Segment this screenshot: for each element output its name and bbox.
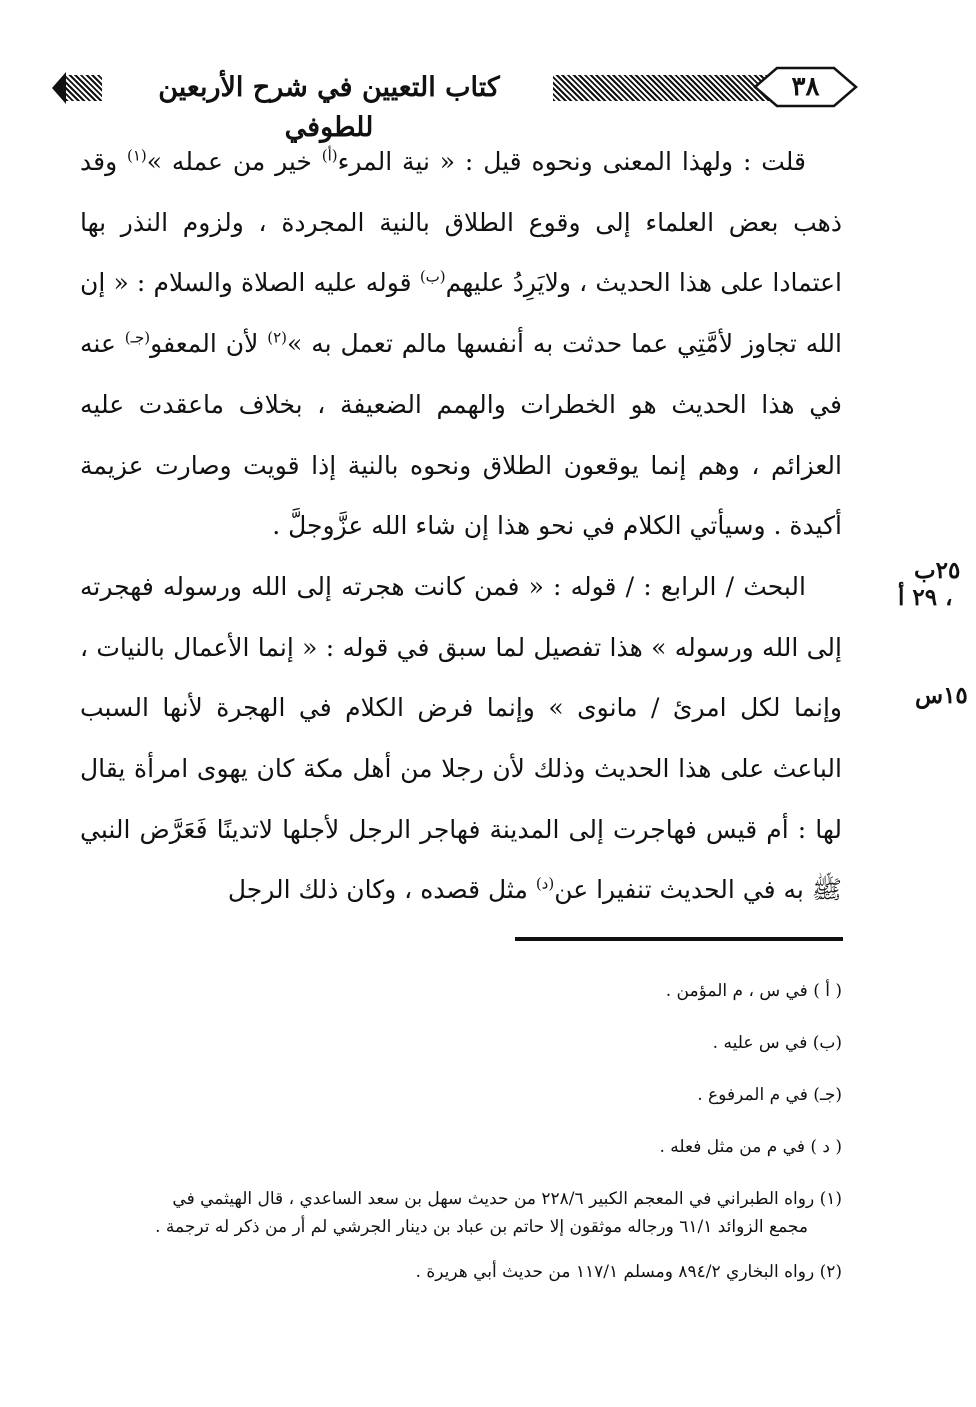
footnote-1-line-2: مجمع الزوائد ٦١/١ ورجاله موثقون إلا حاتم بن عباد بن دينار الجرشي لم أر من ذكر له ترجمة . <box>155 1217 808 1237</box>
page-header <box>48 58 928 143</box>
paragraph-2: البحث / الرابع : / قوله : « فمن كانت هجرته إلى الله ورسوله فهجرته إلى الله ورسوله » هذا تفصيل لما سبق في قوله : « إنما الأعمال بالنيات ، وإنما لكل امرئ / مانوى » وإنما فرض الكلام في الهجرة لأنها السبب الباعث على هذا الحديث وذلك لأن رجلا من أهل مكة كان يهوى امرأة يقال لها : أم قيس فهاجرت إلى المدينة فهاجر الرجل لأجلها لاتدينًا فَعَرَّض النبي ﷺ به في الحديث تنفيرا عن$^{(د)}$ مثل قصده ، وكان ذلك الرجل <box>80 571 842 905</box>
footnote-marker-d: (د) <box>535 875 555 894</box>
paragraph-1: قلت : ولهذا المعنى ونحوه قيل : « نية المرء$^{(أ)}$ خير من عمله »$^{(١)}$ وقد ذهب بعض العلماء إلى وقوع الطلاق بالنية المجردة ، ولزوم النذر بها اعتمادا على هذا الحديث ، ولايَرِدُ عليهم$^{(ب)}$ قوله عليه الصلاة والسلام : « إن الله تجاوز لأمَّتِي عما حدثت به أنفسها مالم تعمل به »$^{(٢)}$ لأن المعفو$^{(جـ)}$ عنه في هذا الحديث هو الخطرات والهمم الضعيفة ، بخلاف ماعقدت عليه العزائم ، وهم إنما يوقعون الطلاق ونحوه بالنية إذا قويت وصارت عزيمة أكيدة . وسيأتي الكلام في نحو هذا إن شاء الله عزَّوجلَّ . <box>80 146 842 541</box>
footnote-2: (٢) رواه البخاري ٨٩٤/٢ ومسلم ١١٧/١ من حديث أبي هريرة . <box>415 1262 842 1282</box>
footnote-1 <box>80 1185 842 1241</box>
page-number: ٣٨ <box>791 72 820 102</box>
margin-note-folio-29a: ، ٢٩ أ <box>898 584 953 611</box>
footnote-d: ( د ) في م من مثل فعله . <box>659 1137 842 1157</box>
footnote-marker-b: (ب) <box>419 268 446 287</box>
header-left-bracket <box>52 72 66 104</box>
footnote-marker-a: (أ) <box>321 146 338 165</box>
header-left-ornament <box>66 75 102 101</box>
footnote-divider <box>515 937 843 941</box>
footnote-c: (جـ) في م المرفوع . <box>697 1085 842 1105</box>
page-number-badge <box>753 65 858 109</box>
footnote-marker-1: (١) <box>127 146 147 165</box>
main-text <box>80 132 842 921</box>
margin-note-folio-15s: ١٥س <box>915 682 968 709</box>
footnote-1-line-1: (١) رواه الطبراني في المعجم الكبير ٢٢٨/٦ من حديث سهل بن سعد الساعدي ، قال الهيثمي في <box>172 1189 842 1209</box>
book-title: كتاب التعيين في شرح الأربعين للطوفي <box>158 72 500 143</box>
margin-note-folio-25b: ٢٥ب <box>914 557 961 584</box>
header-right-ornament <box>553 75 783 101</box>
footnote-b: (ب) في س عليه . <box>712 1033 842 1053</box>
footnote-marker-c: (جـ) <box>124 328 151 347</box>
footnote-a: ( أ ) في س ، م المؤمن . <box>665 981 842 1001</box>
footnotes <box>80 977 842 1310</box>
footnote-marker-2: (٢) <box>267 328 288 347</box>
